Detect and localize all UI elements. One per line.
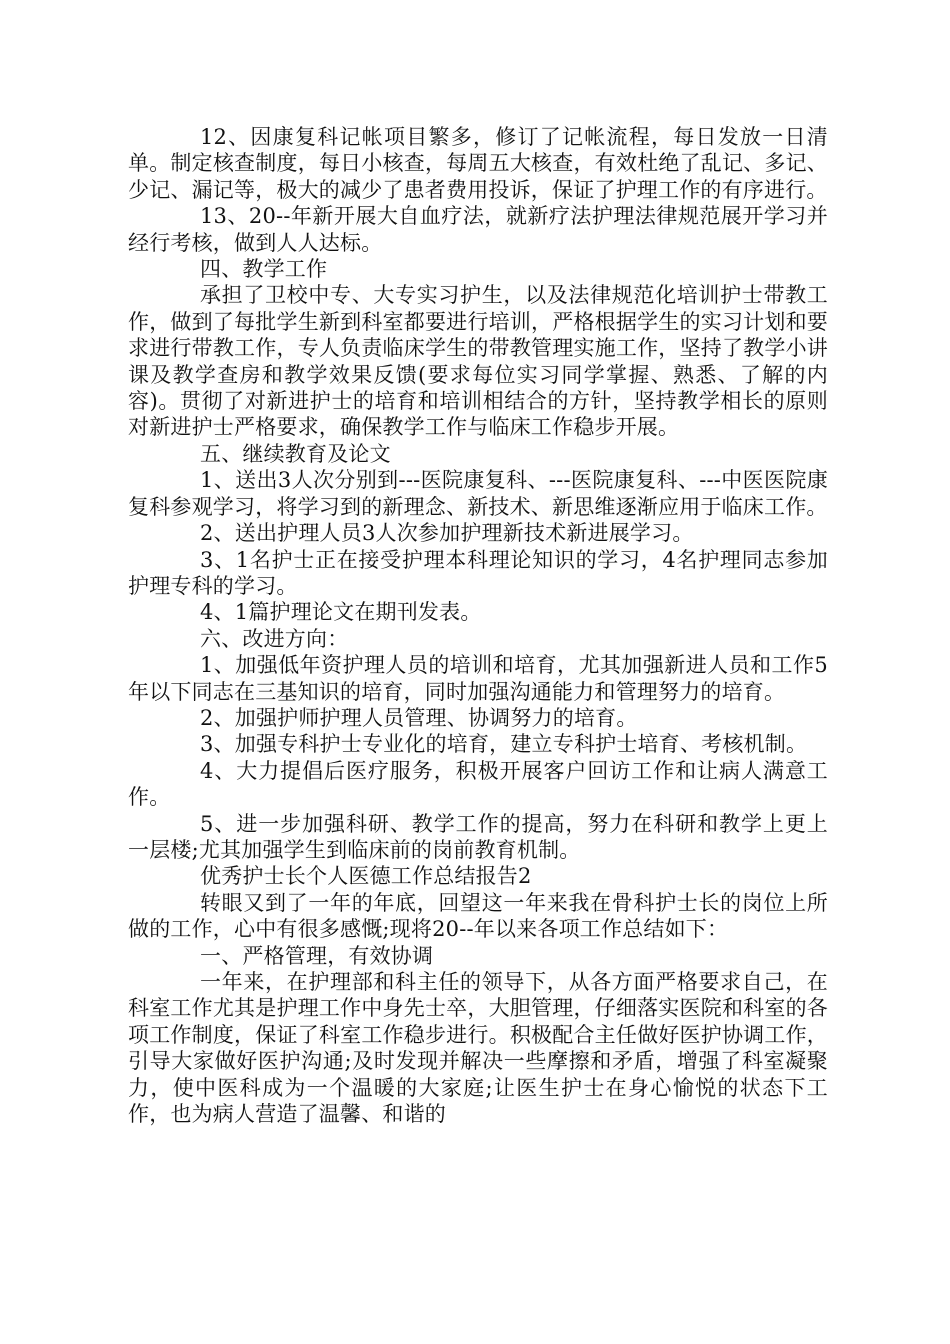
paragraph-education-4: 4、1篇护理论文在期刊发表。 [200, 600, 482, 625]
paragraph-item-12: 12、因康复科记帐项目繁多，修订了记帐流程，每日发放一日清单。制定核查制度，每日小核查，每周五大核查，有效杜绝了乱记、多记、少记、漏记等，极大的减少了患者费用投诉，保证了护理工作的有序进行。 [128, 125, 828, 202]
paragraph-teaching: 承担了卫校中专、大专实习护生，以及法律规范化培训护士带教工作，做到了每批学生新到科室都要进行培训，严格根据学生的实习计划和要求进行带教工作，专人负责临床学生的带教管理实施工作，坚持了教学小讲课及教学查房和教学效果反馈(要求每位实习同学掌握、熟悉、了解的内容)。贯彻了对新进护士的培育和培训相结合的方针，坚持教学相长的原则对新进护士严格要求，确保教学工作与临床工作稳步开展。 [128, 283, 828, 440]
paragraph-improvement-3: 3、加强专科护士专业化的培育，建立专科护士培育、考核机制。 [200, 732, 808, 757]
section-heading-management: 一、严格管理，有效协调 [200, 943, 434, 968]
paragraph-improvement-2: 2、加强护师护理人员管理、协调努力的培育。 [200, 705, 638, 730]
paragraph-improvement-1: 1、加强低年资护理人员的培训和培育，尤其加强新进人员和工作5年以下同志在三基知识的培育，同时加强沟通能力和管理努力的培育。 [128, 653, 828, 704]
paragraph-education-3: 3、1名护士正在接受护理本科理论知识的学习，4名护理同志参加护理专科的学习。 [128, 547, 828, 598]
report-title-2: 优秀护士长个人医德工作总结报告2 [200, 864, 532, 889]
section-heading-education: 五、继续教育及论文 [200, 441, 391, 466]
section-heading-improvement: 六、改进方向： [200, 626, 349, 651]
section-heading-teaching: 四、教学工作 [200, 257, 328, 282]
paragraph-management: 一年来，在护理部和科主任的领导下，从各方面严格要求自己，在科室工作尤其是护理工作中身先士卒，大胆管理，仔细落实医院和科室的各项工作制度，保证了科室工作稳步进行。积极配合主任做好医护协调工作，引导大家做好医护沟通;及时发现并解决一些摩擦和矛盾，增强了科室凝聚力，使中医科成为一个温暖的大家庭;让医生护士在身心愉悦的状态下工作，也为病人营造了温馨、和谐的 [128, 970, 828, 1127]
paragraph-education-1: 1、送出3人次分别到---医院康复科、---医院康复科、---中医医院康复科参观学习，将学习到的新理念、新技术、新思维逐渐应用于临床工作。 [128, 468, 828, 519]
paragraph-item-13: 13、20--年新开展大自血疗法，就新疗法护理法律规范展开学习并经行考核，做到人人达标。 [128, 204, 828, 255]
document-body [128, 124, 828, 1127]
paragraph-intro: 转眼又到了一年的年底，回望这一年来我在骨科护士长的岗位上所做的工作，心中有很多感慨;现将20--年以来各项工作总结如下： [128, 890, 828, 942]
paragraph-education-2: 2、送出护理人员3人次参加护理新技术新进展学习。 [200, 521, 694, 546]
paragraph-improvement-5: 5、进一步加强科研、教学工作的提高，努力在科研和教学上更上一层楼;尤其加强学生到临床前的岗前教育机制。 [128, 811, 828, 862]
paragraph-improvement-4: 4、大力提倡后医疗服务，积极开展客户回访工作和让病人满意工作。 [128, 758, 828, 810]
